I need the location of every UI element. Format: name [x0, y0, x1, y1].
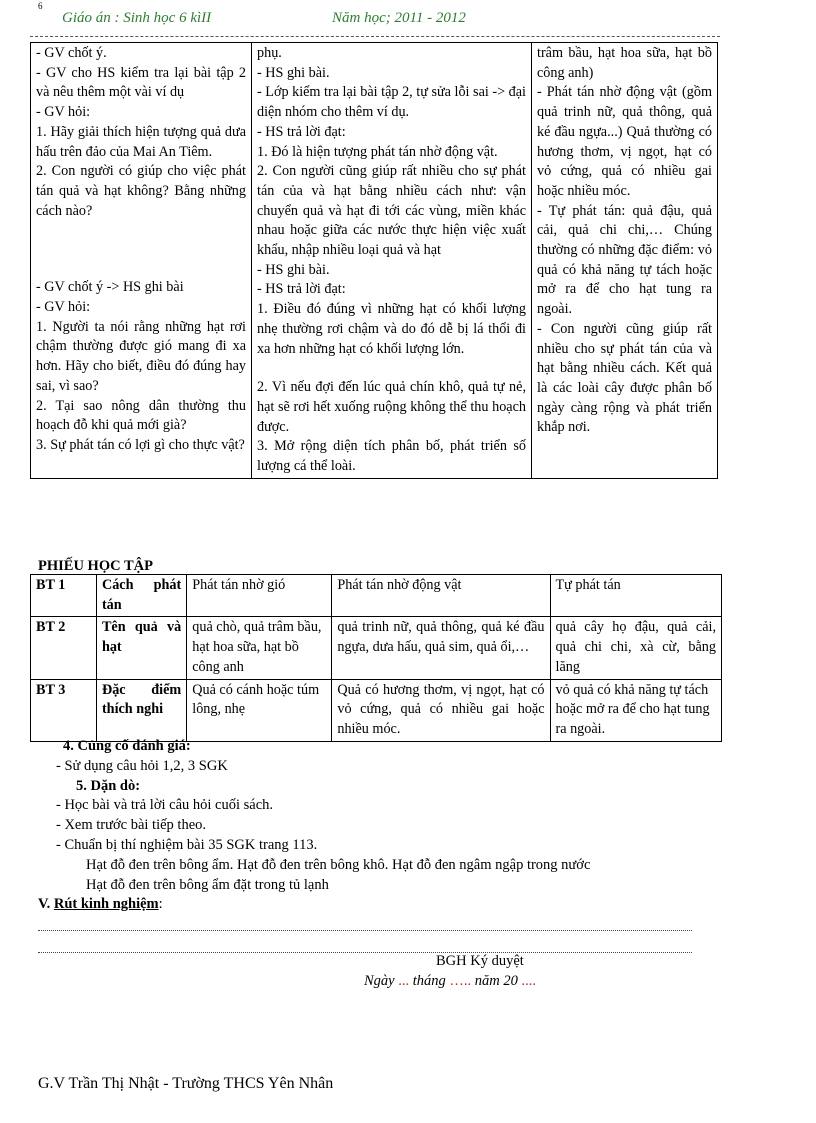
- dotted-line: [38, 952, 692, 953]
- cell: quả chò, quả trâm bầu, hạt hoa sữa, hạt bồ công anh: [187, 617, 332, 679]
- section-5-sub: Hạt đỗ đen trên bông ẩm. Hạt đỗ đen trên bông khô. Hạt đỗ đen ngâm ngập trong nước: [86, 857, 591, 873]
- table-row: [31, 679, 722, 741]
- worksheet-title: PHIẾU HỌC TẬP: [38, 558, 153, 574]
- section-4-title: 4. Củng cố đánh giá:: [63, 738, 191, 754]
- text-line: - Phát tán nhờ động vật (gồm quả trinh nữ, quả thông, quả ké đầu ngựa...) Quả thường có hương thơm, vị ngọt, hạt có vỏ cứng, quả có nhiều gai hoặc nhiều móc.: [537, 84, 712, 199]
- text-line: 3. Sự phát tán có lợi gì cho thực vật?: [36, 436, 245, 453]
- header-school-year: Năm học; 2011 - 2012: [332, 10, 466, 26]
- bt-label: BT 3: [31, 679, 97, 741]
- header-divider: [30, 36, 720, 37]
- text-line: trâm bầu, hạt hoa sữa, hạt bồ công anh): [537, 45, 712, 81]
- table-row: [31, 575, 722, 617]
- bt-label: BT 1: [31, 575, 97, 617]
- cell: Tự phát tán: [550, 575, 722, 617]
- row-label: Cách phát tán: [96, 575, 186, 617]
- table-row: [31, 617, 722, 679]
- section-5-item: - Chuẩn bị thí nghiệm bài 35 SGK trang 113.: [56, 837, 318, 853]
- text-line: 1. Người ta nói rằng những hạt rơi chậm thường được gió mang đi xa hơn. Hãy cho biết, điều đó đúng hay sai, vì sao?: [36, 318, 246, 394]
- lesson-activity-table: [30, 42, 718, 479]
- cell: Phát tán nhờ động vật: [332, 575, 550, 617]
- cell: vỏ quả có khả năng tự tách hoặc mở ra để cho hạt tung ra ngoài.: [550, 679, 722, 741]
- section-5-item: - Học bài và trả lời câu hỏi cuối sách.: [56, 797, 274, 813]
- text-line: - GV chốt ý -> HS ghi bài: [36, 279, 184, 296]
- text-line: - Con người cũng giúp rất nhiều cho sự phát tán của và hạt bằng nhiều cách. Kết quả là các loài cây được phân bố ngày càng rộng và phát triển khắp nơi.: [537, 320, 712, 436]
- teacher-activity-cell: [31, 43, 252, 479]
- section-5-sub: Hạt đỗ đen trên bông ẩm đặt trong tủ lạnh: [86, 877, 329, 893]
- page-number: 6: [38, 1, 43, 11]
- student-activity-cell: [252, 43, 532, 479]
- worksheet-table: [30, 574, 722, 742]
- section-5-item: - Xem trước bài tiếp theo.: [56, 817, 207, 833]
- text-line: 3. Mở rộng diện tích phân bố, phát triển số lượng cá thể loài.: [257, 438, 526, 475]
- row-label: Đặc điểm thích nghi: [96, 679, 186, 741]
- text-line: - Tự phát tán: quả đậu, quả cải, quả chi chi,… Chúng thường có những đặc điểm: vỏ quả có khả năng tự tách hoặc mở ra để cho hạt tung ra ngoài.: [537, 202, 712, 318]
- cell: Phát tán nhờ gió: [187, 575, 332, 617]
- text-line: phụ.: [257, 45, 282, 61]
- dotted-line: [38, 930, 692, 931]
- text-line: - GV chốt ý.: [36, 45, 107, 61]
- text-line: - GV hỏi:: [36, 104, 91, 121]
- cell: Quả có cánh hoặc túm lông, nhẹ: [187, 679, 332, 741]
- row-label: Tên quả và hạt: [96, 617, 186, 679]
- text-line: 1. Điều đó đúng vì những hạt có khối lượng nhẹ thường rơi chậm và do đó dễ bị lá thổi đi xa hơn những hạt có khối lượng lớn.: [257, 301, 526, 357]
- section-5-title: 5. Dặn dò:: [76, 778, 141, 794]
- text-line: 2. Tại sao nông dân thường thu hoạch đỗ khi quả mới già?: [36, 397, 246, 434]
- approval-date: Ngày ... tháng ….. năm 20 ....: [364, 973, 536, 989]
- section-v-heading: V. Rút kinh nghiệm:: [38, 896, 163, 912]
- approval-label: BGH Ký duyệt: [436, 953, 524, 969]
- text-line: - HS ghi bài.: [257, 64, 330, 81]
- cell: Quả có hương thơm, vị ngọt, hạt có vỏ cứng, quả có nhiều gai hoặc nhiều móc.: [332, 679, 550, 741]
- text-line: - Lớp kiểm tra lại bài tập 2, tự sửa lỗi sai -> đại diện nhóm cho thêm ví dụ.: [257, 84, 526, 121]
- cell: quả cây họ đậu, quả cải, quả chi chi, xà cừ, bằng lăng: [550, 617, 722, 679]
- text-line: - HS ghi bài.: [257, 261, 330, 278]
- text-line: - GV hỏi:: [36, 299, 91, 316]
- text-line: 2. Vì nếu đợi đến lúc quả chín khô, quả tự nẻ, hạt sẽ rơi hết xuống ruộng không thể thu hoạch được.: [257, 379, 526, 435]
- footer-author: G.V Trần Thị Nhật - Trường THCS Yên Nhân: [38, 1075, 334, 1092]
- text-line: 1. Đó là hiện tượng phát tán nhờ động vật.: [257, 143, 498, 160]
- content-cell: [532, 43, 718, 479]
- bt-label: BT 2: [31, 617, 97, 679]
- text-line: - HS trả lời đạt:: [257, 281, 346, 298]
- text-line: 1. Hãy giải thích hiện tượng quả dưa hấu trên đảo của Mai An Tiêm.: [36, 123, 246, 160]
- text-line: 2. Con người có giúp cho việc phát tán quả và hạt không? Bằng những cách nào?: [36, 163, 246, 219]
- section-4-item: - Sử dụng câu hỏi 1,2, 3 SGK: [56, 758, 228, 774]
- header-subject: Giáo án : Sinh học 6 kìII: [62, 10, 212, 26]
- cell: quả trinh nữ, quả thông, quả ké đầu ngựa, dưa hấu, quả sim, quả ổi,…: [332, 617, 550, 679]
- text-line: 2. Con người cũng giúp rất nhiều cho sự phát tán của và hạt bằng nhiều cách như: vận chuyển quả và hạt đi tới các vùng, miền khác nhau hoặc giữa các nước thực hiện việc xuất khẩu, nhập nhiều loại quả và hạt: [257, 163, 526, 259]
- text-line: - GV cho HS kiểm tra lại bài tập 2 và nêu thêm một vài ví dụ: [36, 64, 246, 101]
- text-line: - HS trả lời đạt:: [257, 123, 346, 140]
